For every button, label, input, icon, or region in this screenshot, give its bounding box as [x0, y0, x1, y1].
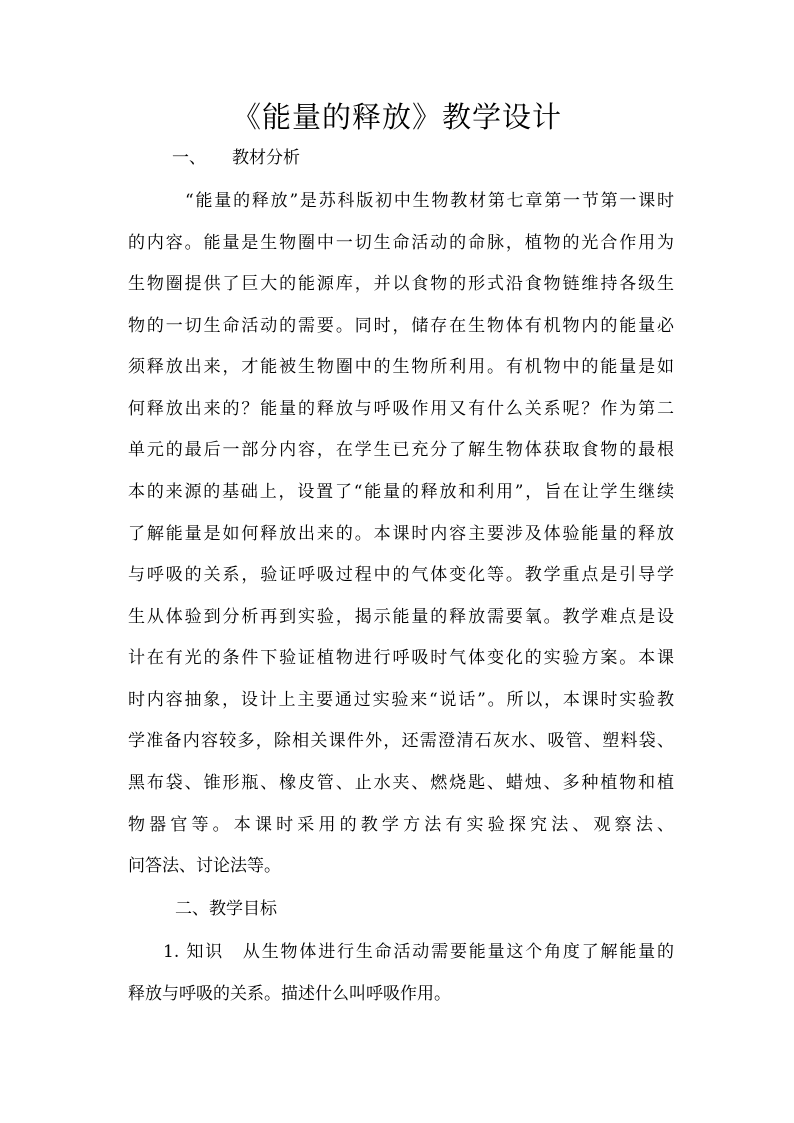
- paragraph-line: “能量的释放”是苏科版初中生物教材第七章第一节第一课时: [185, 191, 674, 211]
- paragraph-line: 的内容。能量是生物圈中一切生命活动的命脉，植物的光合作用为: [128, 233, 674, 253]
- paragraph-line: 时内容抽象，设计上主要通过实验来“说话”。所以，本课时实验教: [128, 690, 674, 710]
- paragraph-line: 了解能量是如何释放出来的。本课时内容主要涉及体验能量的释放: [128, 524, 674, 544]
- paragraph-line: 与呼吸的关系，验证呼吸过程中的气体变化等。教学重点是引导学: [128, 565, 674, 585]
- paragraph-line: 释放与呼吸的关系。描述什么叫呼吸作用。: [128, 984, 451, 1004]
- paragraph-line: 学准备内容较多，除相关课件外，还需澄清石灰水、吸管、塑料袋、: [128, 731, 674, 751]
- paragraph-line: 何释放出来的？能量的释放与呼吸作用又有什么关系呢？作为第二: [128, 399, 674, 419]
- section-heading-teaching-objectives: 二、教学目标: [175, 899, 277, 919]
- paragraph-line: 物器官等。本课时采用的教学方法有实验探究法、观察法、: [128, 815, 674, 835]
- document-title: 《能量的释放》教学设计: [231, 100, 562, 134]
- paragraph-line: 问答法、讨论法等。: [128, 856, 281, 876]
- section-number: 一、: [172, 148, 206, 168]
- paragraph-line: 生从体验到分析再到实验，揭示能量的释放需要氧。教学难点是设: [128, 607, 674, 627]
- paragraph-line: 黑布袋、锥形瓶、橡皮管、止水夹、燃烧匙、蜡烛、多种植物和植: [128, 773, 674, 793]
- paragraph-line: 单元的最后一部分内容，在学生已充分了解生物体获取食物的最根: [128, 440, 674, 460]
- paragraph-line: 计在有光的条件下验证植物进行呼吸时气体变化的实验方案。本课: [128, 648, 674, 668]
- paragraph-line: 物的一切生命活动的需要。同时，储存在生物体有机物内的能量必: [128, 316, 674, 336]
- paragraph-line: 本的来源的基础上，设置了“能量的释放和利用”，旨在让学生继续: [128, 482, 674, 502]
- paragraph-line: 生物圈提供了巨大的能源库，并以食物的形式沿食物链维持各级生: [128, 274, 674, 294]
- paragraph-line: 1. 知识 从生物体进行生命活动需要能量这个角度了解能量的: [163, 942, 674, 962]
- paragraph-line: 须释放出来，才能被生物圈中的生物所利用。有机物中的能量是如: [128, 357, 674, 377]
- section-heading-textbook-analysis: [172, 146, 300, 170]
- section-label: 教材分析: [232, 148, 300, 168]
